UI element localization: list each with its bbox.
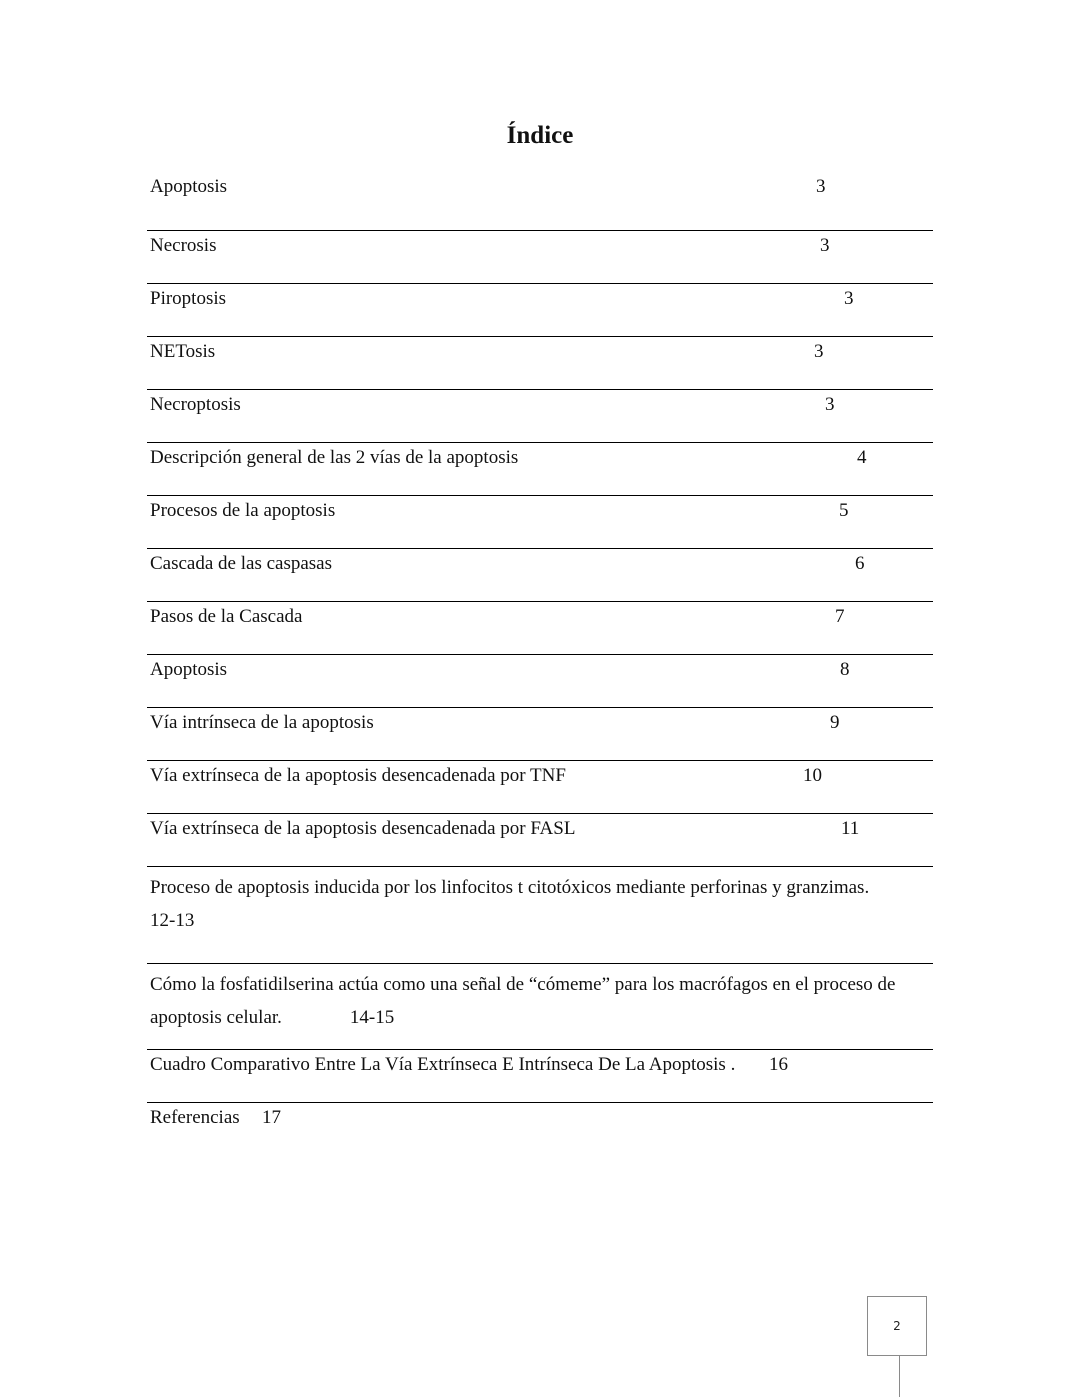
toc-entry-label: NETosis	[150, 341, 216, 362]
toc-entry[interactable]	[147, 602, 933, 655]
toc-entry[interactable]	[147, 549, 933, 602]
toc-entry-page: 17	[262, 1107, 281, 1128]
page-number-connector	[899, 1356, 900, 1397]
toc-entry-label: Proceso de apoptosis inducida por los linfocitos t citotóxicos mediante perforinas y granzimas.	[150, 877, 870, 898]
toc-entry[interactable]	[147, 284, 933, 337]
page-number: 2	[893, 1319, 901, 1333]
toc-entry-page: 8	[840, 659, 850, 680]
toc-entry[interactable]	[147, 814, 933, 867]
toc-entry-text	[147, 968, 933, 1034]
toc-entry-page: 12-13	[150, 910, 195, 931]
toc-entry[interactable]	[147, 1103, 933, 1144]
toc-entry-page: 7	[835, 606, 845, 627]
toc-entry-page: 14-15	[349, 1007, 395, 1028]
toc-entry-label: Cascada de las caspasas	[150, 553, 333, 574]
toc-entry-page: 6	[855, 553, 865, 574]
toc-entry-label: Vía extrínseca de la apoptosis desencadenada por TNF	[150, 765, 566, 786]
toc-entry-label: Cómo la fosfatidilserina actúa como una señal de “cómeme” para los macrófagos en el proceso de apoptosis celular.	[150, 974, 896, 1028]
toc-entry[interactable]	[147, 655, 933, 708]
toc-entry[interactable]	[147, 443, 933, 496]
toc-entry[interactable]	[147, 964, 933, 1050]
toc-entry-label: Vía extrínseca de la apoptosis desencadenada por FASL	[150, 818, 576, 839]
toc-entry-page: 5	[839, 500, 849, 521]
toc-entry-label: Apoptosis	[150, 659, 228, 680]
toc-entry-label: Pasos de la Cascada	[150, 606, 303, 627]
toc-entry-label: Necroptosis	[150, 394, 241, 415]
toc-entry-page: 3	[825, 394, 835, 415]
toc-entry-page: 16	[769, 1054, 788, 1075]
toc-entry[interactable]	[147, 337, 933, 390]
toc-entry-page: 3	[820, 235, 830, 256]
toc-entry-label: Referencias	[150, 1107, 240, 1128]
toc-entry[interactable]	[147, 867, 933, 964]
toc-entry-label: Apoptosis	[150, 176, 228, 197]
toc-entry[interactable]	[147, 496, 933, 549]
toc-entry-label: Vía intrínseca de la apoptosis	[150, 712, 374, 733]
toc-entry-label: Necrosis	[150, 235, 217, 256]
toc-entry-page: 3	[844, 288, 854, 309]
toc-entry[interactable]	[147, 390, 933, 443]
toc-entry-page: 10	[803, 765, 822, 786]
toc-entry[interactable]	[147, 1050, 933, 1103]
toc-entry-page: 9	[830, 712, 840, 733]
toc-entry-page: 4	[857, 447, 867, 468]
table-of-contents	[147, 176, 933, 1144]
toc-entry[interactable]	[147, 176, 933, 231]
toc-entry-label: Descripción general de las 2 vías de la apoptosis	[150, 447, 519, 468]
toc-entry-label: Cuadro Comparativo Entre La Vía Extrínseca E Intrínseca De La Apoptosis .	[150, 1054, 736, 1075]
toc-entry-label: Piroptosis	[150, 288, 227, 309]
toc-entry[interactable]	[147, 231, 933, 284]
toc-entry[interactable]	[147, 708, 933, 761]
toc-entry-text	[147, 871, 933, 937]
toc-entry-page: 11	[841, 818, 860, 839]
toc-entry-page: 3	[816, 176, 826, 197]
page-number-box	[867, 1296, 927, 1356]
toc-entry[interactable]	[147, 761, 933, 814]
toc-entry-page: 3	[814, 341, 824, 362]
page-title: Índice	[506, 122, 574, 149]
toc-entry-label: Procesos de la apoptosis	[150, 500, 336, 521]
